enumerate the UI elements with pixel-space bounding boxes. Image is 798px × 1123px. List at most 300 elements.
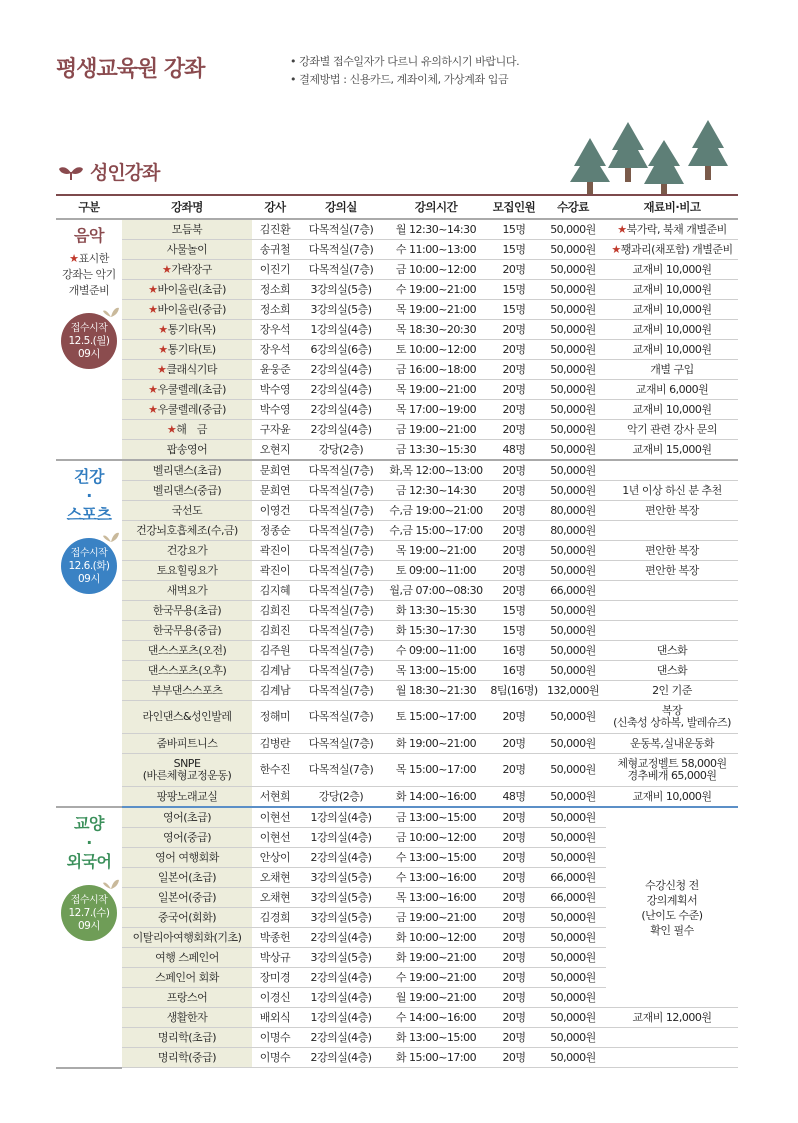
materials-note: ★북가락, 북채 개별준비 (606, 219, 738, 240)
badge-line: 접수시작 (70, 894, 108, 906)
col-note-header: 재료비·비고 (606, 195, 738, 219)
classroom: 다목적실(7층) (298, 501, 384, 521)
course-name: 댄스스포츠(오전) (122, 641, 252, 661)
materials-note: 교재비 10,000원 (606, 787, 738, 808)
instructor: 서현희 (252, 787, 298, 808)
table-row (56, 754, 738, 787)
materials-note (606, 621, 738, 641)
table-row (56, 320, 738, 340)
instructor: 김진환 (252, 219, 298, 240)
course-name: ★바이올린(초급) (122, 280, 252, 300)
capacity: 48명 (488, 440, 540, 461)
notice-list (290, 53, 519, 89)
badge-line: 12.6.(화) (68, 559, 110, 572)
classroom: 다목적실(7층) (298, 219, 384, 240)
class-time: 금 19:00~21:00 (384, 908, 488, 928)
class-time: 수 14:00~16:00 (384, 1008, 488, 1028)
classroom: 다목적실(7층) (298, 521, 384, 541)
tuition: 50,000원 (540, 240, 606, 260)
capacity: 15명 (488, 300, 540, 320)
classroom: 다목적실(7층) (298, 621, 384, 641)
class-time: 목 13:00~15:00 (384, 661, 488, 681)
classroom: 다목적실(7층) (298, 601, 384, 621)
instructor: 안상이 (252, 848, 298, 868)
classroom: 6강의실(6층) (298, 340, 384, 360)
tuition: 50,000원 (540, 561, 606, 581)
capacity: 20명 (488, 988, 540, 1008)
capacity: 20명 (488, 481, 540, 501)
tuition: 50,000원 (540, 601, 606, 621)
course-name: 스페인어 회화 (122, 968, 252, 988)
materials-note: 교재비 10,000원 (606, 320, 738, 340)
class-time: 수 11:00~13:00 (384, 240, 488, 260)
capacity: 20명 (488, 340, 540, 360)
table-row (56, 521, 738, 541)
classroom: 다목적실(7층) (298, 581, 384, 601)
materials-note: 개별 구입 (606, 360, 738, 380)
badge-line: 12.5.(월) (68, 334, 110, 347)
course-name: ★통기타(목) (122, 320, 252, 340)
instructor: 김병란 (252, 734, 298, 754)
course-name: 새벽요가 (122, 581, 252, 601)
instructor: 오현지 (252, 440, 298, 461)
course-name: 댄스스포츠(오후) (122, 661, 252, 681)
star-icon: ★ (166, 422, 177, 436)
classroom: 1강의실(4층) (298, 320, 384, 340)
tuition: 50,000원 (540, 848, 606, 868)
table-row (56, 300, 738, 320)
course-name: 여행 스페인어 (122, 948, 252, 968)
star-icon: ★ (148, 402, 158, 416)
star-icon: ★ (158, 322, 168, 336)
classroom: 2강의실(4층) (298, 1028, 384, 1048)
tuition: 50,000원 (540, 280, 606, 300)
instructor: 정해미 (252, 701, 298, 734)
classroom: 1강의실(4층) (298, 828, 384, 848)
instructor: 김계남 (252, 661, 298, 681)
badge-line: 12.7.(수) (68, 906, 110, 919)
instructor: 김주원 (252, 641, 298, 661)
class-time: 토 15:00~17:00 (384, 701, 488, 734)
instructor: 박종헌 (252, 928, 298, 948)
capacity: 20명 (488, 501, 540, 521)
course-name: 줌바피트니스 (122, 734, 252, 754)
materials-note: 교재비 15,000원 (606, 440, 738, 461)
instructor: 배외식 (252, 1008, 298, 1028)
instructor: 장우석 (252, 340, 298, 360)
star-icon: ★ (148, 282, 158, 296)
course-name: 팡팡노래교실 (122, 787, 252, 808)
class-time: 수,금 19:00~21:00 (384, 501, 488, 521)
star-icon: ★ (617, 222, 627, 236)
instructor: 장미경 (252, 968, 298, 988)
materials-note: 체형교정벨트 58,000원 경추베개 65,000원 (606, 754, 738, 787)
class-time: 금 13:30~15:30 (384, 440, 488, 461)
classroom: 3강의실(5층) (298, 868, 384, 888)
table-row (56, 787, 738, 808)
class-time: 수 09:00~11:00 (384, 641, 488, 661)
course-name: 라인댄스&성인발레 (122, 701, 252, 734)
table-row (56, 420, 738, 440)
table-header (56, 195, 738, 219)
classroom: 다목적실(7층) (298, 260, 384, 280)
materials-note: 악기 관련 강사 문의 (606, 420, 738, 440)
class-time: 화,목 12:00~13:00 (384, 460, 488, 481)
tuition: 80,000원 (540, 501, 606, 521)
capacity: 48명 (488, 787, 540, 808)
instructor: 김계남 (252, 681, 298, 701)
classroom: 다목적실(7층) (298, 541, 384, 561)
classroom: 3강의실(5층) (298, 908, 384, 928)
capacity: 20명 (488, 1028, 540, 1048)
capacity: 20명 (488, 320, 540, 340)
class-time: 금 13:00~15:00 (384, 807, 488, 828)
tuition: 50,000원 (540, 1008, 606, 1028)
capacity: 20명 (488, 561, 540, 581)
col-fee-header: 수강료 (540, 195, 606, 219)
class-time: 화 15:30~17:30 (384, 621, 488, 641)
materials-note: 운동복,실내운동화 (606, 734, 738, 754)
course-name: 영어 여행회화 (122, 848, 252, 868)
course-name: 일본어(중급) (122, 888, 252, 908)
instructor: 곽진이 (252, 561, 298, 581)
registration-badge (61, 885, 117, 941)
capacity: 20명 (488, 260, 540, 280)
table-row (56, 734, 738, 754)
table-row (56, 541, 738, 561)
instructor: 정소희 (252, 280, 298, 300)
table-row (56, 701, 738, 734)
tuition: 50,000원 (540, 1048, 606, 1068)
tuition: 50,000원 (540, 828, 606, 848)
capacity: 20명 (488, 521, 540, 541)
classroom: 2강의실(4층) (298, 928, 384, 948)
table-row (56, 561, 738, 581)
instructor: 윤웅준 (252, 360, 298, 380)
materials-note: 교재비 6,000원 (606, 380, 738, 400)
classroom: 2강의실(4층) (298, 420, 384, 440)
course-name: SNPE (바른체형교정운동) (122, 754, 252, 787)
class-time: 금 10:00~12:00 (384, 828, 488, 848)
materials-note: 교재비 10,000원 (606, 260, 738, 280)
instructor: 박수영 (252, 400, 298, 420)
tuition: 50,000원 (540, 701, 606, 734)
badge-line: 09시 (77, 572, 100, 585)
badge-line: 09시 (77, 347, 100, 360)
materials-note: 2인 기준 (606, 681, 738, 701)
course-name: 국선도 (122, 501, 252, 521)
capacity: 15명 (488, 280, 540, 300)
tuition: 66,000원 (540, 888, 606, 908)
pine-trees-illustration (568, 118, 738, 198)
instructor: 정종순 (252, 521, 298, 541)
classroom: 다목적실(7층) (298, 754, 384, 787)
sprout-icon (103, 304, 119, 318)
class-time: 화 15:00~17:00 (384, 1048, 488, 1068)
tuition: 50,000원 (540, 481, 606, 501)
capacity: 20명 (488, 908, 540, 928)
tuition: 50,000원 (540, 420, 606, 440)
classroom: 다목적실(7층) (298, 240, 384, 260)
classroom: 3강의실(5층) (298, 948, 384, 968)
tuition: 50,000원 (540, 928, 606, 948)
table-row (56, 240, 738, 260)
capacity: 20명 (488, 460, 540, 481)
instructor: 박수영 (252, 380, 298, 400)
classroom: 다목적실(7층) (298, 641, 384, 661)
instructor: 오채현 (252, 868, 298, 888)
badge-line: 접수시작 (70, 547, 108, 559)
tuition: 50,000원 (540, 948, 606, 968)
instructor: 이명수 (252, 1028, 298, 1048)
course-name: ★우쿨렐레(초급) (122, 380, 252, 400)
instructor: 곽진이 (252, 541, 298, 561)
tuition: 50,000원 (540, 908, 606, 928)
tuition: 50,000원 (540, 440, 606, 461)
category-name-line: · (86, 486, 92, 505)
course-name: 중국어(회화) (122, 908, 252, 928)
table-row (56, 641, 738, 661)
capacity: 20명 (488, 380, 540, 400)
materials-note (606, 521, 738, 541)
tuition: 132,000원 (540, 681, 606, 701)
instructor: 김지혜 (252, 581, 298, 601)
table-body (56, 219, 738, 1068)
section-heading (58, 158, 159, 185)
class-time: 토 10:00~12:00 (384, 340, 488, 360)
materials-note (606, 601, 738, 621)
class-time: 화 13:00~15:00 (384, 1028, 488, 1048)
class-time: 목 17:00~19:00 (384, 400, 488, 420)
table-row (56, 280, 738, 300)
table-row (56, 260, 738, 280)
class-time: 화 10:00~12:00 (384, 928, 488, 948)
instructor: 이현선 (252, 828, 298, 848)
classroom: 2강의실(4층) (298, 380, 384, 400)
table-row (56, 581, 738, 601)
instructor: 박상규 (252, 948, 298, 968)
category-name (56, 814, 122, 871)
classroom: 다목적실(7층) (298, 561, 384, 581)
classroom: 다목적실(7층) (298, 661, 384, 681)
table-row (56, 219, 738, 240)
category-name (56, 467, 122, 524)
classroom: 다목적실(7층) (298, 681, 384, 701)
materials-note: 댄스화 (606, 641, 738, 661)
capacity: 20명 (488, 1048, 540, 1068)
tuition: 50,000원 (540, 300, 606, 320)
class-time: 수,금 15:00~17:00 (384, 521, 488, 541)
tuition: 50,000원 (540, 988, 606, 1008)
instructor: 이영건 (252, 501, 298, 521)
star-icon: ★ (162, 262, 172, 276)
instructor: 이진기 (252, 260, 298, 280)
classroom: 다목적실(7층) (298, 460, 384, 481)
class-time: 목 19:00~21:00 (384, 380, 488, 400)
star-icon: ★ (148, 382, 158, 396)
course-name: 영어(중급) (122, 828, 252, 848)
sprout-icon (58, 163, 84, 181)
classroom: 2강의실(4층) (298, 400, 384, 420)
course-name: 건강요가 (122, 541, 252, 561)
capacity: 15명 (488, 621, 540, 641)
tuition: 50,000원 (540, 541, 606, 561)
sprout-icon (103, 529, 119, 543)
table-row (56, 621, 738, 641)
tuition: 50,000원 (540, 968, 606, 988)
classroom: 1강의실(4층) (298, 807, 384, 828)
category-name-line: 교양 (74, 814, 104, 833)
course-table (56, 194, 738, 1069)
category-note: ★표시한 강좌는 악기 개별준비 (62, 252, 116, 297)
category-cell (56, 219, 122, 460)
instructor: 송귀철 (252, 240, 298, 260)
table-row (56, 380, 738, 400)
capacity: 20명 (488, 541, 540, 561)
class-time: 금 12:30~14:30 (384, 481, 488, 501)
course-name: ★우쿨렐레(중급) (122, 400, 252, 420)
badge-line: 09시 (77, 919, 100, 932)
classroom: 2강의실(4층) (298, 968, 384, 988)
tuition: 50,000원 (540, 734, 606, 754)
table-row (56, 601, 738, 621)
tuition: 50,000원 (540, 787, 606, 808)
instructor: 한수진 (252, 754, 298, 787)
table-row (56, 440, 738, 461)
instructor: 문희연 (252, 460, 298, 481)
capacity: 20명 (488, 360, 540, 380)
tuition: 50,000원 (540, 661, 606, 681)
tuition: 50,000원 (540, 754, 606, 787)
capacity: 20명 (488, 968, 540, 988)
course-name: 건강뇌호흡체조(수,금) (122, 521, 252, 541)
capacity: 20명 (488, 400, 540, 420)
course-name: 이탈리아여행회화(기초) (122, 928, 252, 948)
tuition: 66,000원 (540, 581, 606, 601)
class-time: 금 10:00~12:00 (384, 260, 488, 280)
materials-note: 편안한 복장 (606, 541, 738, 561)
registration-badge (61, 313, 117, 369)
class-time: 수 13:00~16:00 (384, 868, 488, 888)
tuition: 50,000원 (540, 621, 606, 641)
capacity: 20명 (488, 948, 540, 968)
col-category-header: 구분 (56, 195, 122, 219)
course-name: 토요힐링요가 (122, 561, 252, 581)
category-name (56, 226, 122, 245)
materials-note: 수강신청 전 강의계획서 (난이도 수준) 확인 필수 (606, 807, 738, 1008)
classroom: 2강의실(4층) (298, 1048, 384, 1068)
table-row (56, 1028, 738, 1048)
table-row (56, 340, 738, 360)
tuition: 80,000원 (540, 521, 606, 541)
course-name: 한국무용(중급) (122, 621, 252, 641)
category-cell (56, 460, 122, 807)
table-row (56, 460, 738, 481)
course-name: ★클래식기타 (122, 360, 252, 380)
materials-note: 교재비 10,000원 (606, 300, 738, 320)
tuition: 50,000원 (540, 340, 606, 360)
class-time: 수 19:00~21:00 (384, 968, 488, 988)
course-name: 벨리댄스(초급) (122, 460, 252, 481)
materials-note: 편안한 복장 (606, 501, 738, 521)
instructor: 구자윤 (252, 420, 298, 440)
star-icon: ★ (156, 362, 167, 376)
capacity: 20명 (488, 754, 540, 787)
classroom: 강당(2층) (298, 787, 384, 808)
category-name-line: 건강 (74, 467, 104, 486)
tuition: 50,000원 (540, 460, 606, 481)
star-icon: ★ (69, 252, 79, 265)
tuition: 50,000원 (540, 1028, 606, 1048)
capacity: 15명 (488, 240, 540, 260)
course-name: ★통기타(토) (122, 340, 252, 360)
tuition: 50,000원 (540, 641, 606, 661)
capacity: 20명 (488, 888, 540, 908)
class-time: 화 19:00~21:00 (384, 948, 488, 968)
materials-note: 교재비 10,000원 (606, 280, 738, 300)
materials-note: 교재비 10,000원 (606, 340, 738, 360)
course-name: 부부댄스스포츠 (122, 681, 252, 701)
class-time: 금 16:00~18:00 (384, 360, 488, 380)
class-time: 수 19:00~21:00 (384, 280, 488, 300)
capacity: 16명 (488, 661, 540, 681)
capacity: 20명 (488, 807, 540, 828)
classroom: 3강의실(5층) (298, 300, 384, 320)
class-time: 월 19:00~21:00 (384, 988, 488, 1008)
capacity: 20명 (488, 701, 540, 734)
table-row (56, 661, 738, 681)
tuition: 50,000원 (540, 260, 606, 280)
instructor: 오채현 (252, 888, 298, 908)
class-time: 목 19:00~21:00 (384, 300, 488, 320)
col-course-header: 강좌명 (122, 195, 252, 219)
col-time-header: 강의시간 (384, 195, 488, 219)
classroom: 2강의실(4층) (298, 360, 384, 380)
sprout-icon (103, 876, 119, 890)
section-title: 성인강좌 (90, 162, 160, 184)
course-name: 생활한자 (122, 1008, 252, 1028)
tuition: 50,000원 (540, 360, 606, 380)
materials-note: 1년 이상 하신 분 추천 (606, 481, 738, 501)
classroom: 강당(2층) (298, 440, 384, 461)
table-row (56, 1008, 738, 1028)
class-time: 화 19:00~21:00 (384, 734, 488, 754)
capacity: 20명 (488, 1008, 540, 1028)
classroom: 다목적실(7층) (298, 734, 384, 754)
course-name: 영어(초급) (122, 807, 252, 828)
star-icon: ★ (148, 302, 158, 316)
course-name: ★가락장구 (122, 260, 252, 280)
class-time: 화 14:00~16:00 (384, 787, 488, 808)
instructor: 김희진 (252, 621, 298, 641)
table-row (56, 501, 738, 521)
col-capacity-header: 모집인원 (488, 195, 540, 219)
class-time: 목 15:00~17:00 (384, 754, 488, 787)
capacity: 20명 (488, 581, 540, 601)
classroom: 1강의실(4층) (298, 988, 384, 1008)
capacity: 20명 (488, 928, 540, 948)
instructor: 이경신 (252, 988, 298, 1008)
col-instructor-header: 강사 (252, 195, 298, 219)
category-name-line: · (86, 833, 92, 852)
class-time: 금 19:00~21:00 (384, 420, 488, 440)
classroom: 1강의실(4층) (298, 1008, 384, 1028)
class-time: 목 13:00~16:00 (384, 888, 488, 908)
course-name: 명리학(초급) (122, 1028, 252, 1048)
instructor: 김경희 (252, 908, 298, 928)
capacity: 15명 (488, 601, 540, 621)
materials-note (606, 581, 738, 601)
